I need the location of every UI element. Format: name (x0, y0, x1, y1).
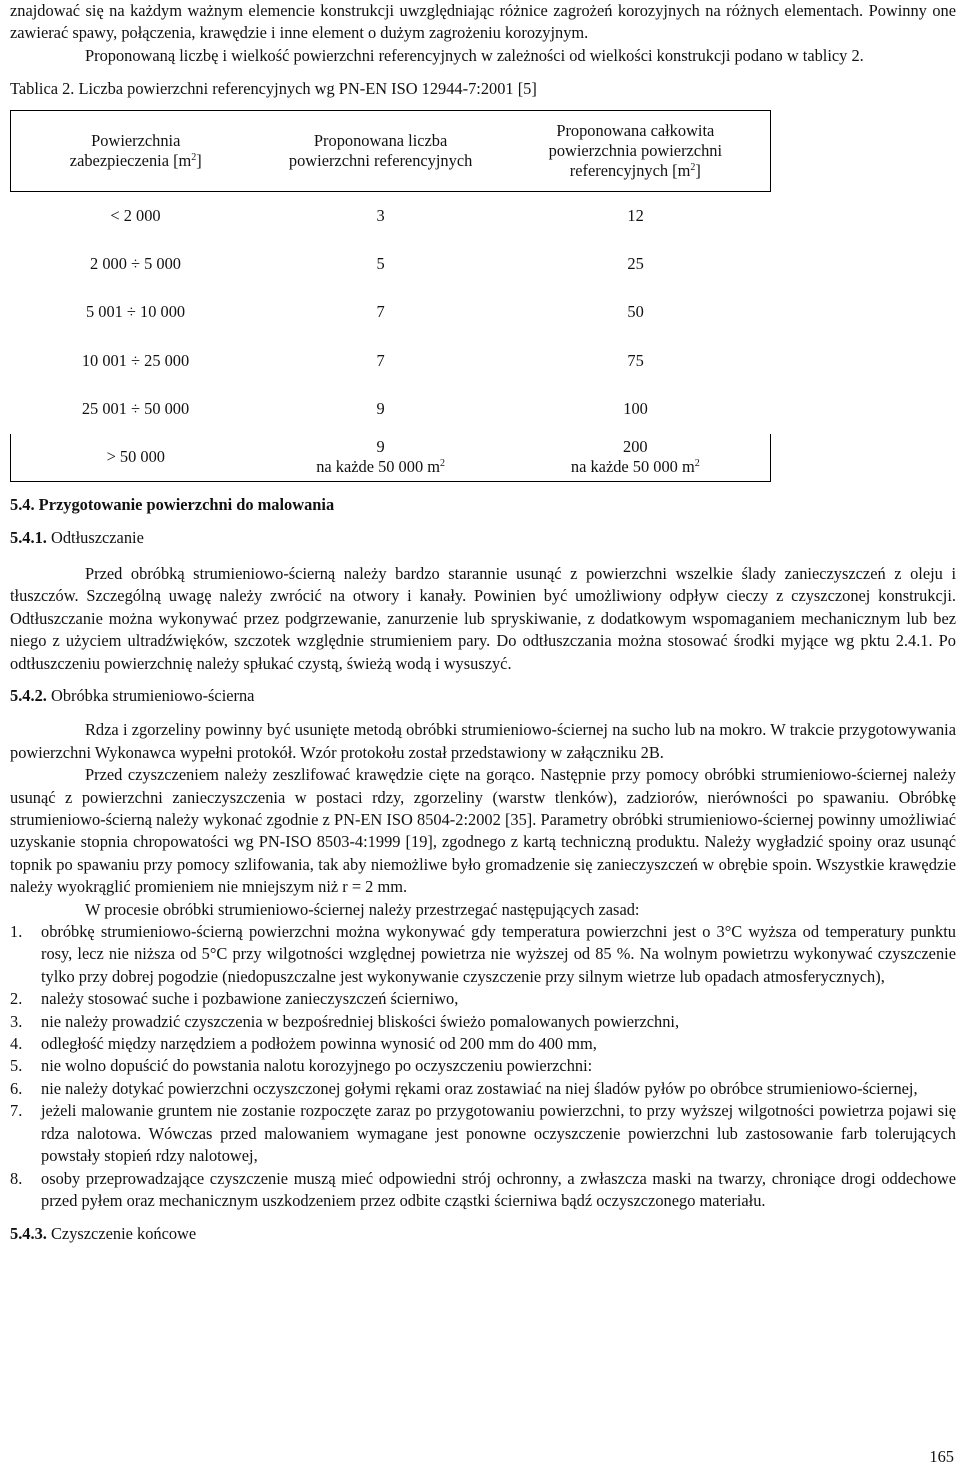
cell-count: 3 (376, 205, 385, 225)
document-page (10, 0, 956, 1246)
cell-total: 12 (627, 205, 644, 225)
cell-count: 7 (376, 350, 385, 370)
header-area (11, 110, 261, 191)
table-row (11, 288, 771, 337)
cell-count: 5 (376, 253, 385, 273)
header-total-line3: referencyjnych [m (569, 160, 691, 180)
section-5-4-3-title: Czyszczenie końcowe (51, 1224, 197, 1244)
section-5-4-2-title: Obróbka strumieniowo-ścierna (51, 685, 255, 705)
list-item (10, 988, 956, 1010)
list-item-number: 3. (10, 1011, 23, 1031)
list-item-text: nie należy dotykać powierzchni oczyszczonej gołymi rękami oraz zostawiać na niej śladów pyłów po obróbce strumieniowo-ściernej, (41, 1078, 918, 1098)
list-item-number: 6. (10, 1078, 23, 1098)
list-item-number: 8. (10, 1168, 23, 1188)
section-5-4-2-paragraph-3: W procesie obróbki strumieniowo-ściernej należy przestrzegać następujących zasad: (85, 899, 640, 919)
list-item (10, 1011, 956, 1033)
list-item-text: odległość między narzędziem a podłożem powinna wynosić od 200 mm do 400 mm, (41, 1034, 597, 1054)
list-item (10, 1078, 956, 1100)
section-5-4-3-number: 5.4.3. (10, 1224, 47, 1244)
section-5-4-3-heading (10, 1223, 956, 1245)
cell-area: 2 000 ÷ 5 000 (90, 253, 181, 273)
cell-area: 25 001 ÷ 50 000 (81, 399, 190, 419)
list-item-text: jeżeli malowanie gruntem nie zostanie rozpoczęte zaraz po przygotowaniu powierzchni, to przy wyższej wilgotności powietrza pojawi się rdza nalotowa. Wówczas przed malowaniem wymagane jest ponowne oczyszczenie powierzchni lub zastosowanie farb tolerujących powstały stopień rdzy nalotowej, (41, 1101, 956, 1166)
cell-area: < 2 000 (110, 205, 161, 225)
header-total-line1: Proponowana całkowita (556, 120, 715, 140)
cell-total-sup: 2 (694, 458, 700, 470)
cell-count-note: na każde 50 000 m (316, 457, 440, 477)
cell-total-note: na każde 50 000 m (570, 457, 695, 477)
cell-count: 7 (376, 302, 385, 322)
header-area-sup: 2 (191, 151, 197, 163)
header-count-line2: powierzchni referencyjnych (288, 150, 473, 170)
intro-paragraph-1: znajdować się na każdym ważnym elemencie konstrukcji uwzględniając różnice zagrożeń korozyjnych na różnych elementach. Powinny one zawierać spawy, połączenia, krawędzie i inne element o dużym zagrożeniu korozyjnym. (10, 1, 956, 43)
cell-total: 75 (627, 350, 644, 370)
list-item-number: 7. (10, 1101, 23, 1121)
table-caption: Tablica 2. Liczba powierzchni referencyjnych wg PN-EN ISO 12944-7:2001 [5] (10, 79, 537, 99)
list-item-number: 2. (10, 989, 23, 1009)
list-item (10, 921, 956, 988)
list-item (10, 1100, 956, 1167)
header-area-line1: Powierzchnia (91, 130, 181, 150)
table-row (11, 191, 771, 240)
list-item-text: należy stosować suche i pozbawione zanieczyszczeń ścierniwo, (41, 989, 459, 1009)
list-item-text: nie należy prowadzić czyszczenia w bezpośredniej bliskości świeżo pomalowanych powierzchni, (41, 1011, 680, 1031)
list-item-number: 4. (10, 1034, 23, 1054)
section-5-4-1-number: 5.4.1. (10, 527, 47, 547)
list-item (10, 1055, 956, 1077)
table-row (11, 337, 771, 386)
cell-count: 9 (376, 399, 385, 419)
cell-total (501, 434, 771, 482)
reference-surfaces-table (10, 110, 771, 483)
section-5-4-2-paragraph-2: Przed czyszczeniem należy zeszlifować krawędzie cięte na gorąco. Następnie przy pomocy obróbki strumieniowo-ściernej należy usunąć z powierzchni zanieczyszczenia w postaci rdzy, zgorzeliny (warstw tlenków), zadziorów, nierówności po spawaniu. Obróbkę strumieniowo-ścierną należy wykonać zgodnie z PN-EN ISO 8504-2:2002 [35]. Parametry obróbki strumieniowo-ściernej powinny umożliwiać uzyskanie stopnia chropowatości wg PN-ISO 8503-4:1999 [19], zgodnego z kartą techniczną produktu. Należy wygładzić spoiny oraz usunąć topnik po spawaniu przy pomocy szlifowania, tak aby niemożliwe było gromadzenie się zanieczyszczeń w obrębie spoin. Wszystkie krawędzie należy wyokrąglić promieniem nie mniejszym niż r = 2 mm. (10, 765, 956, 897)
cell-total: 100 (623, 399, 648, 419)
section-5-4-2-heading (10, 685, 956, 707)
blasting-rules-list (10, 921, 956, 1212)
list-item-text: obróbkę strumieniowo-ścierną powierzchni można wykonywać gdy temperatura powierzchni jest o 3°C wyższa od temperatury punktu rosy, lecz nie niższa od 5°C przy wilgotności względnej powietrza nie wyższej od 85 %. Na wolnym powietrzu wykonywać czyszczenie tylko przy dobrej pogodzie (niedopuszczalne jest wykonywanie czyszczenie przy silnym wietrze lub opadach atmosferycznych), (41, 922, 956, 986)
header-total-line2: powierzchnia powierzchni (548, 140, 723, 160)
list-item-text: nie wolno dopuścić do powstania nalotu korozyjnego po oczyszczeniu powierzchni: (41, 1056, 593, 1076)
list-item-number: 1. (10, 922, 23, 942)
header-count-line1: Proponowana liczba (313, 130, 448, 150)
header-area-close: ] (196, 150, 202, 170)
header-total-close: ] (695, 160, 701, 180)
cell-total: 25 (627, 253, 644, 273)
cell-count (261, 434, 501, 482)
cell-area: 5 001 ÷ 10 000 (85, 302, 186, 322)
cell-count-sup: 2 (440, 458, 445, 470)
cell-total-value: 200 (623, 437, 648, 457)
header-total-sup: 2 (690, 161, 696, 173)
table-row (11, 434, 771, 482)
section-5-4-1-heading (10, 527, 956, 549)
list-item (10, 1033, 956, 1055)
list-item-number: 5. (10, 1056, 23, 1076)
section-5-4-2-number: 5.4.2. (10, 685, 47, 705)
section-5-4-2-paragraph-1: Rdza i zgorzeliny powinny być usunięte metodą obróbki strumieniowo-ściernej na sucho lub na mokro. W trakcie przygotowywania powierzchni Wykonawca wypełni protokół. Wzór protokołu został przedstawiony w załączniku 2B. (10, 720, 956, 762)
cell-total: 50 (627, 302, 644, 322)
list-item (10, 1168, 956, 1213)
section-5-4-1-body: Przed obróbką strumieniowo-ścierną należy bardzo starannie usunąć z powierzchni wszelkie ślady zanieczyszczeń z oleju i tłuszczów. Szczególną uwagę należy zwrócić na otwory i kanały. Powinien być umożliwiony odpływ cieczy z czyszczonej konstrukcji. Odtłuszczanie można wykonywać przez podgrzewanie, zanurzenie lub spryskiwanie, z dodatkowym wspomaganiem mechanicznym lub bez niego z użyciem ultradźwięków, szczotek względnie strumieniem pary. Do odtłuszczania można stosować środki myjące wg pktu 2.4.1. Po odtłuszczeniu powierzchnię należy spłukać czystą, świeżą wodą i wysuszyć. (10, 563, 956, 673)
cell-area: 10 001 ÷ 25 000 (81, 350, 190, 370)
page-number: 165 (929, 1447, 954, 1466)
header-count (261, 110, 501, 191)
section-5-4-1-title: Odtłuszczanie (51, 527, 144, 547)
table-header-row (11, 110, 771, 191)
table-row (11, 385, 771, 434)
cell-area: > 50 000 (11, 434, 261, 482)
header-area-line2: zabezpieczenia [m (69, 150, 192, 170)
list-item-text: osoby przeprowadzające czyszczenie muszą mieć odpowiedni strój ochronny, a zwłaszcza maski na twarzy, chroniące drogi oddechowe przed pyłem oraz mechanicznym uszkodzeniem przez odbite cząstki ścierniwa bądź oczyszczonego materiału. (41, 1168, 956, 1210)
table-row (11, 240, 771, 289)
intro-paragraph-2: Proponowaną liczbę i wielkość powierzchni referencyjnych w zależności od wielkości konstrukcji podano w tablicy 2. (85, 45, 864, 65)
section-5-4-heading: 5.4. Przygotowanie powierzchni do malowania (10, 495, 335, 515)
header-total (501, 110, 771, 191)
cell-count-value: 9 (376, 437, 385, 457)
